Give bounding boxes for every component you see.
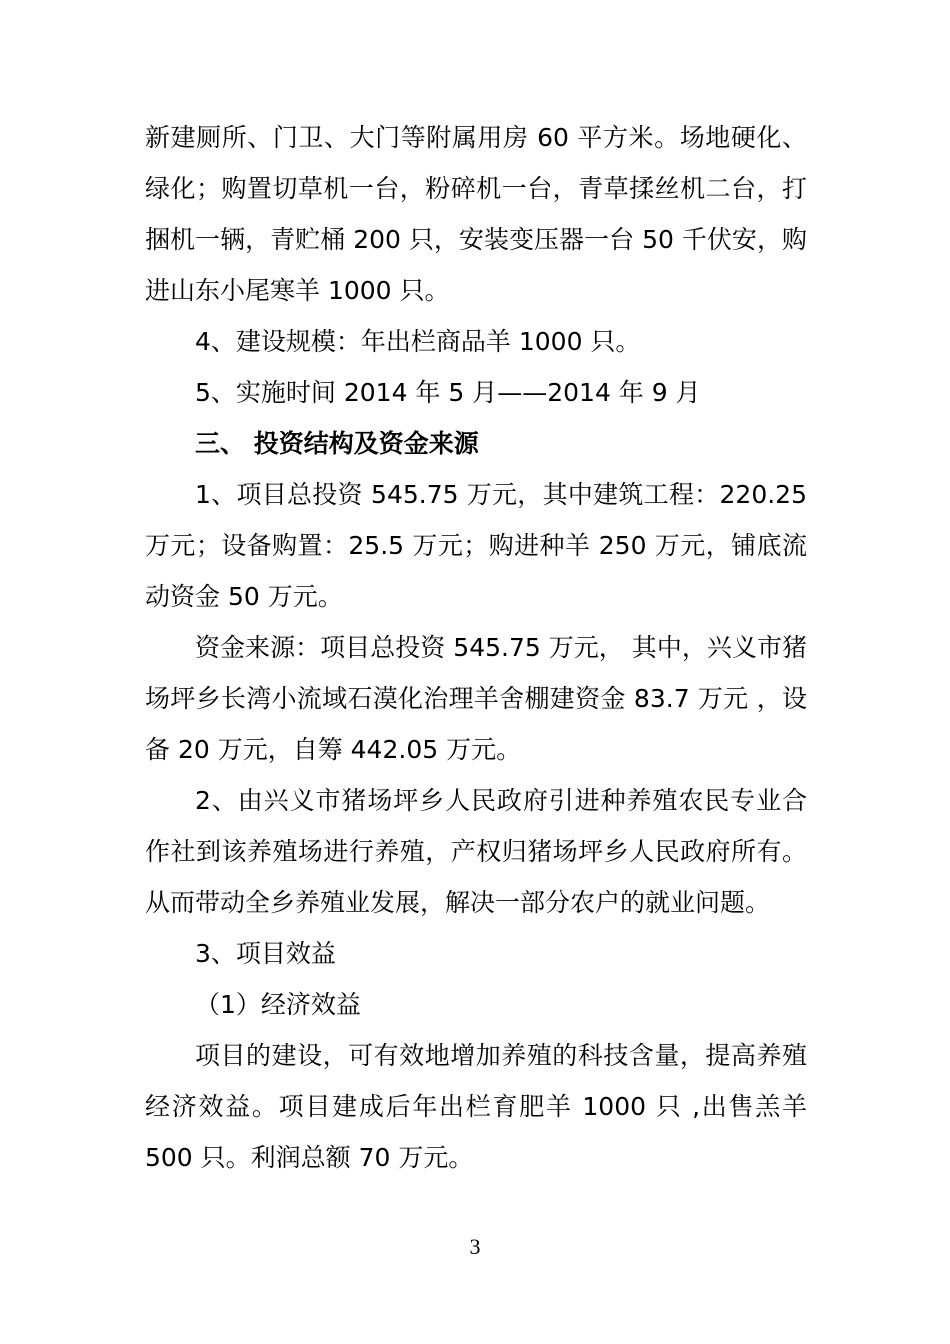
paragraph-project-benefits: 3、项目效益 bbox=[195, 939, 336, 968]
paragraph-economic-benefits-heading: （1）经济效益 bbox=[195, 990, 361, 1019]
document-body bbox=[145, 112, 807, 1183]
paragraph-funding-source: 资金来源：项目总投资 545.75 万元， 其中，兴义市猪场坪乡长湾小流域石漠化治理羊舍棚建资金 83.7 万元 ，设备 20 万元，自筹 442.05 万元。 bbox=[145, 633, 807, 764]
paragraph-economic-benefits: 项目的建设，可有效地增加养殖的科技含量，提高养殖经济效益。项目建成后年出栏育肥羊 1000 只 ,出售羔羊 500 只。利润总额 70 万元。 bbox=[145, 1041, 807, 1172]
paragraph-implementation-time: 5、实施时间 2014 年 5 月——2014 年 9 月 bbox=[195, 378, 701, 407]
paragraph-facilities: 新建厕所、门卫、大门等附属用房 60 平方米。场地硬化、绿化；购置切草机一台，粉碎机一台，青草揉丝机二台，打捆机一辆，青贮桶 200 只，安装变压器一台 50 千伏安，购进山东小尾寒羊 1000 只。 bbox=[145, 123, 807, 305]
paragraph-total-investment: 1、项目总投资 545.75 万元，其中建筑工程：220.25 万元；设备购置：25.5 万元；购进种羊 250 万元，铺底流动资金 50 万元。 bbox=[145, 480, 807, 611]
paragraph-construction-scale: 4、建设规模：年出栏商品羊 1000 只。 bbox=[195, 327, 641, 356]
section-heading-investment: 三、 投资结构及资金来源 bbox=[195, 429, 479, 458]
page-number: 3 bbox=[469, 1234, 481, 1259]
paragraph-cooperative: 2、由兴义市猪场坪乡人民政府引进种养殖农民专业合作社到该养殖场进行养殖，产权归猪场坪乡人民政府所有。从而带动全乡养殖业发展，解决一部分农户的就业问题。 bbox=[145, 786, 807, 917]
